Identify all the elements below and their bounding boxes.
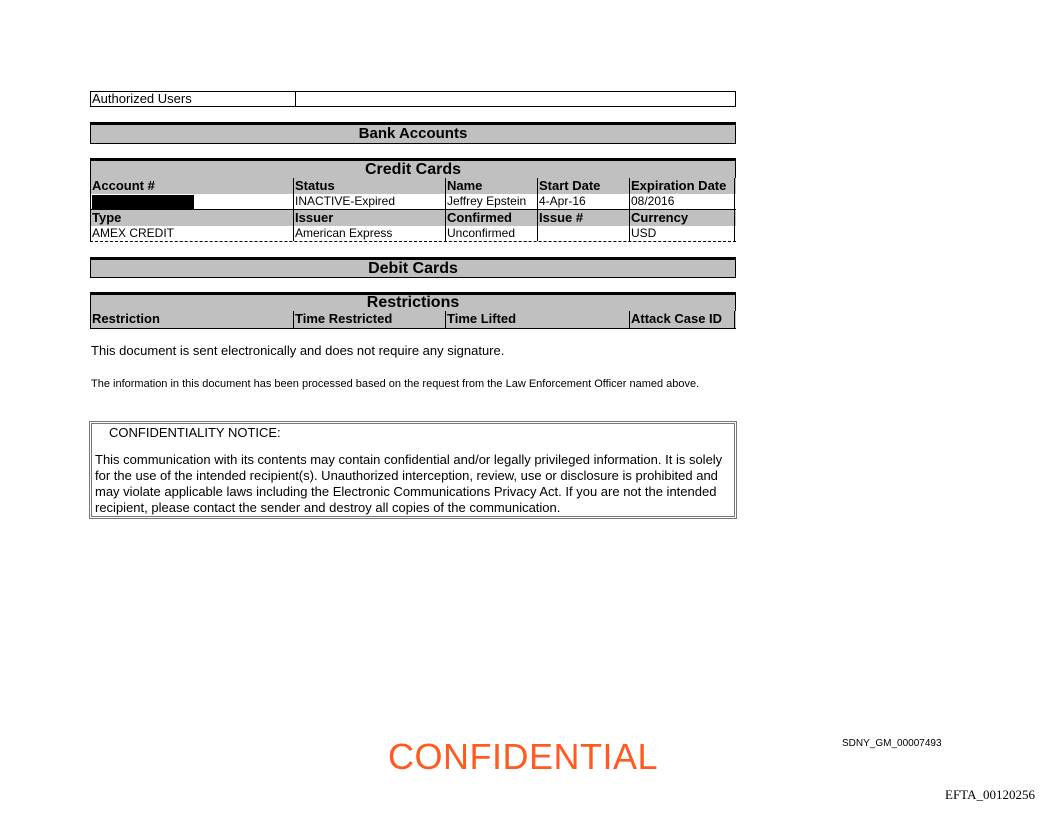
confidentiality-body: This communication with its contents may contain confidential and/or legally privileged information. It is solely for the use of the intended recipient(s). Unauthorized interception, review, use or disclosure is prohibited and may violate applicable laws including the Electronic Communications Privacy Act. If you are not the intended recipient, please contact the sender and destroy all copies of the communication. [95,452,723,515]
col-issuer: Issuer [293,210,445,226]
col-status: Status [293,178,445,194]
col-time-restricted: Time Restricted [293,311,445,328]
col-type: Type [90,210,293,226]
col-start-date: Start Date [537,178,629,194]
restrictions-table [90,311,736,329]
confirmed-cell: Unconfirmed [445,226,537,241]
restrictions-header: Restrictions [90,292,736,312]
credit-card-row-2 [90,226,736,242]
col-currency: Currency [629,210,735,226]
credit-cards-header: Credit Cards [90,158,736,179]
bank-accounts-header: Bank Accounts [90,122,736,144]
redaction-block [92,195,194,209]
credit-cards-header-row-1 [90,178,736,194]
col-attack-case-id: Attack Case ID [629,311,735,328]
currency-cell: USD [629,226,735,241]
confidentiality-title: CONFIDENTIALITY NOTICE: [109,425,281,440]
issue-number-cell [537,226,629,241]
credit-cards-table [90,178,736,242]
efta-number: EFTA_00120256 [945,787,1035,802]
confidential-stamp: CONFIDENTIAL [388,736,659,777]
col-blank [537,311,629,328]
col-name: Name [445,178,537,194]
col-issue-number: Issue # [537,210,629,226]
col-restriction: Restriction [90,311,293,328]
debit-cards-header: Debit Cards [90,257,736,278]
credit-card-row-1 [90,194,736,210]
authorized-users-row [90,91,736,107]
authorized-users-label: Authorized Users [91,92,296,106]
type-cell: AMEX CREDIT [90,226,293,241]
name-cell: Jeffrey Epstein [445,194,537,209]
issuer-cell: American Express [293,226,445,241]
col-expiration-date: Expiration Date [629,178,735,194]
col-account: Account # [90,178,293,194]
credit-cards-header-row-2 [90,210,736,226]
account-number-cell [90,194,293,209]
processed-note: The information in this document has been processed based on the request from the Law Enforcement Officer named above. [91,378,700,390]
status-cell: INACTIVE-Expired [293,194,445,209]
bates-number: SDNY_GM_00007493 [842,738,942,749]
start-date-cell: 4-Apr-16 [537,194,629,209]
signature-note: This document is sent electronically and does not require any signature. [91,343,505,358]
col-confirmed: Confirmed [445,210,537,226]
confidentiality-notice [89,421,737,519]
expiration-date-cell: 08/2016 [629,194,735,209]
col-time-lifted: Time Lifted [445,311,537,328]
restrictions-header-row [90,311,736,329]
